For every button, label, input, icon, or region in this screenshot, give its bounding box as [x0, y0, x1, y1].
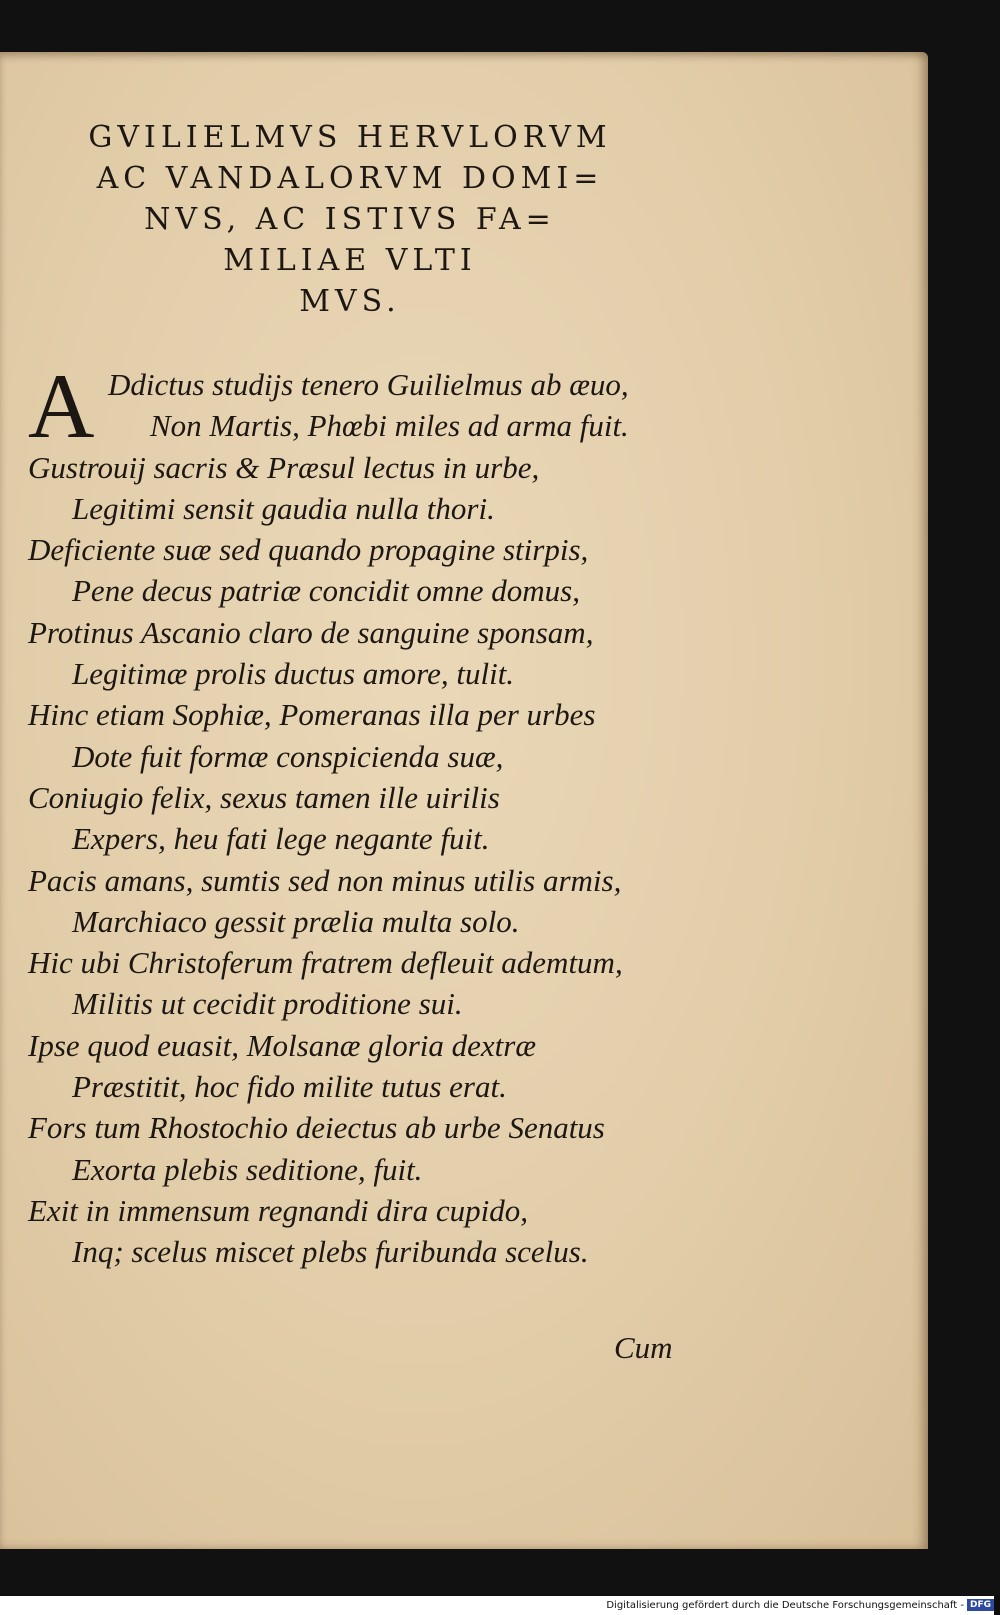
heading-line: MILIAE VLTI — [223, 243, 477, 278]
heading-line: NVS, AC ISTIVS FA= — [144, 202, 556, 237]
heading-line: MVS. — [299, 284, 401, 319]
credit-text: Digitalisierung gefördert durch die Deutsche Forschungsgemeinschaft - — [606, 1600, 964, 1611]
chapter-heading — [20, 117, 680, 322]
poem-line: Legitimæ prolis ductus amore, tulit. — [72, 656, 515, 692]
poem-line: Inq; scelus miscet plebs furibunda scelus. — [72, 1234, 589, 1270]
poem-line: Exit in immensum regnandi dira cupido, — [28, 1192, 528, 1228]
poem-line: Gustrouij sacris & Præsul lectus in urbe, — [28, 449, 540, 485]
poem-line: Militis ut cecidit proditione sui. — [72, 986, 463, 1022]
digitization-credit — [0, 1596, 994, 1615]
poem-line: Coniugio felix, sexus tamen ille uirilis — [28, 779, 500, 815]
poem-line: Pene decus patriæ concidit omne domus, — [72, 573, 580, 609]
heading-line: AC VANDALORVM DOMI= — [96, 161, 604, 196]
poem-line: Hinc etiam Sophiæ, Pomeranas illa per urbes — [28, 697, 596, 733]
poem-text — [28, 355, 708, 1273]
decorated-initial: A — [28, 355, 95, 457]
poem-line: Exorta plebis seditione, fuit. — [72, 1151, 423, 1187]
heading-line: GVILIELMVS HERVLORVM — [88, 120, 612, 155]
poem-line: Deficiente suæ sed quando propagine stirpis, — [28, 532, 589, 568]
poem-line: Præstitit, hoc fido milite tutus erat. — [72, 1069, 507, 1105]
poem-line: Legitimi sensit gaudia nulla thori. — [72, 490, 495, 526]
poem-line: Ipse quod euasit, Molsanæ gloria dextræ — [28, 1027, 537, 1063]
poem-line: Ddictus studijs tenero Guilielmus ab æuo, — [108, 367, 629, 402]
catchword: Cum — [614, 1330, 673, 1365]
poem-line: Marchiaco gessit prælia multa solo. — [72, 903, 520, 939]
poem-line: Dote fuit formæ conspicienda suæ, — [72, 738, 504, 774]
poem-line: Hic ubi Christoferum fratrem defleuit ademtum, — [28, 945, 623, 981]
poem-line: Protinus Ascanio claro de sanguine sponsam, — [28, 614, 594, 650]
dfg-logo: DFG — [967, 1599, 994, 1611]
book-page — [0, 52, 928, 1549]
poem-line: Expers, heu fati lege negante fuit. — [72, 821, 490, 857]
poem-line: Fors tum Rhostochio deiectus ab urbe Senatus — [28, 1110, 605, 1146]
poem-line: Pacis amans, sumtis sed non minus utilis armis, — [28, 862, 622, 898]
poem-line: Non Martis, Phœbi miles ad arma fuit. — [150, 408, 629, 444]
